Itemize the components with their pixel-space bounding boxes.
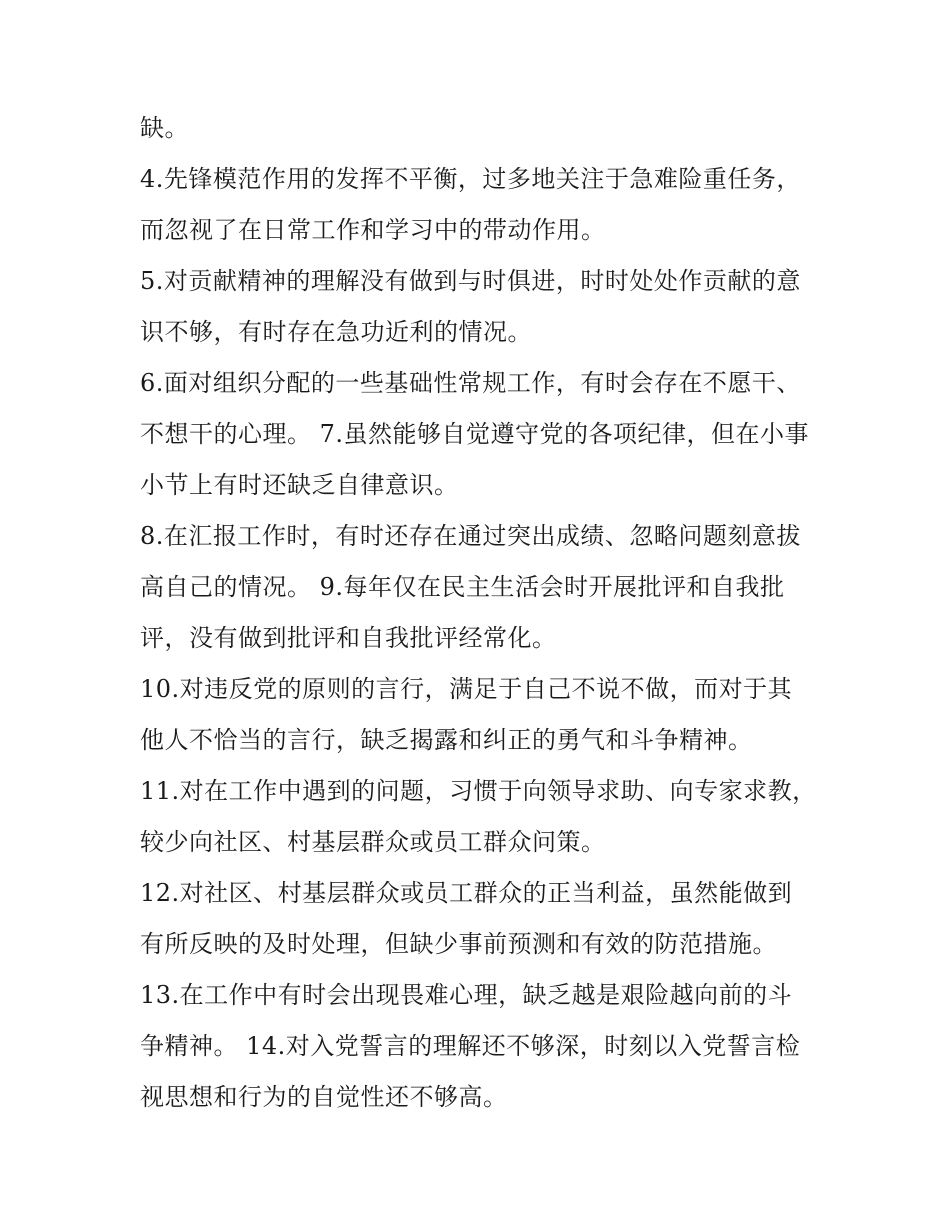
- text-line: 5.对贡献精神的理解没有做到与时俱进，时时处处作贡献的意: [140, 267, 801, 295]
- text-line: 4.先锋模范作用的发挥不平衡，过多地关注于急难险重任务，: [140, 165, 801, 193]
- text-line: 争精神。 14.对入党誓言的理解还不够深，时刻以入党誓言检: [140, 1032, 801, 1060]
- text-line: 高自己的情况。 9.每年仅在民主生活会时开展批评和自我批: [140, 573, 785, 601]
- text-line: 11.对在工作中遇到的问题，习惯于向领导求助、向专家求教，: [140, 777, 817, 805]
- text-line: 不想干的心理。 7.虽然能够自觉遵守党的各项纪律，但在小事: [140, 420, 810, 448]
- text-line: 而忽视了在日常工作和学习中的带动作用。: [140, 216, 606, 244]
- text-line: 识不够，有时存在急功近利的情况。: [140, 318, 532, 346]
- text-line: 12.对社区、村基层群众或员工群众的正当利益，虽然能做到: [140, 879, 793, 907]
- text-line: 有所反映的及时处理，但缺少事前预测和有效的防范措施。: [140, 930, 777, 958]
- text-line: 小节上有时还缺乏自律意识。: [140, 471, 459, 499]
- text-line: 10.对违反党的原则的言行，满足于自己不说不做，而对于其: [140, 675, 793, 703]
- text-line: 评，没有做到批评和自我批评经常化。: [140, 624, 557, 652]
- document-body: [140, 103, 820, 1123]
- text-line: 6.面对组织分配的一些基础性常规工作，有时会存在不愿干、: [140, 369, 801, 397]
- text-line: 8.在汇报工作时，有时还存在通过突出成绩、忽略问题刻意拔: [140, 522, 801, 550]
- text-line: 13.在工作中有时会出现畏难心理，缺乏越是艰险越向前的斗: [140, 981, 793, 1009]
- text-line: 缺。: [140, 114, 189, 142]
- text-line: 他人不恰当的言行，缺乏揭露和纠正的勇气和斗争精神。: [140, 726, 753, 754]
- text-line: 视思想和行为的自觉性还不够高。: [140, 1083, 508, 1111]
- text-line: 较少向社区、村基层群众或员工群众问策。: [140, 828, 606, 856]
